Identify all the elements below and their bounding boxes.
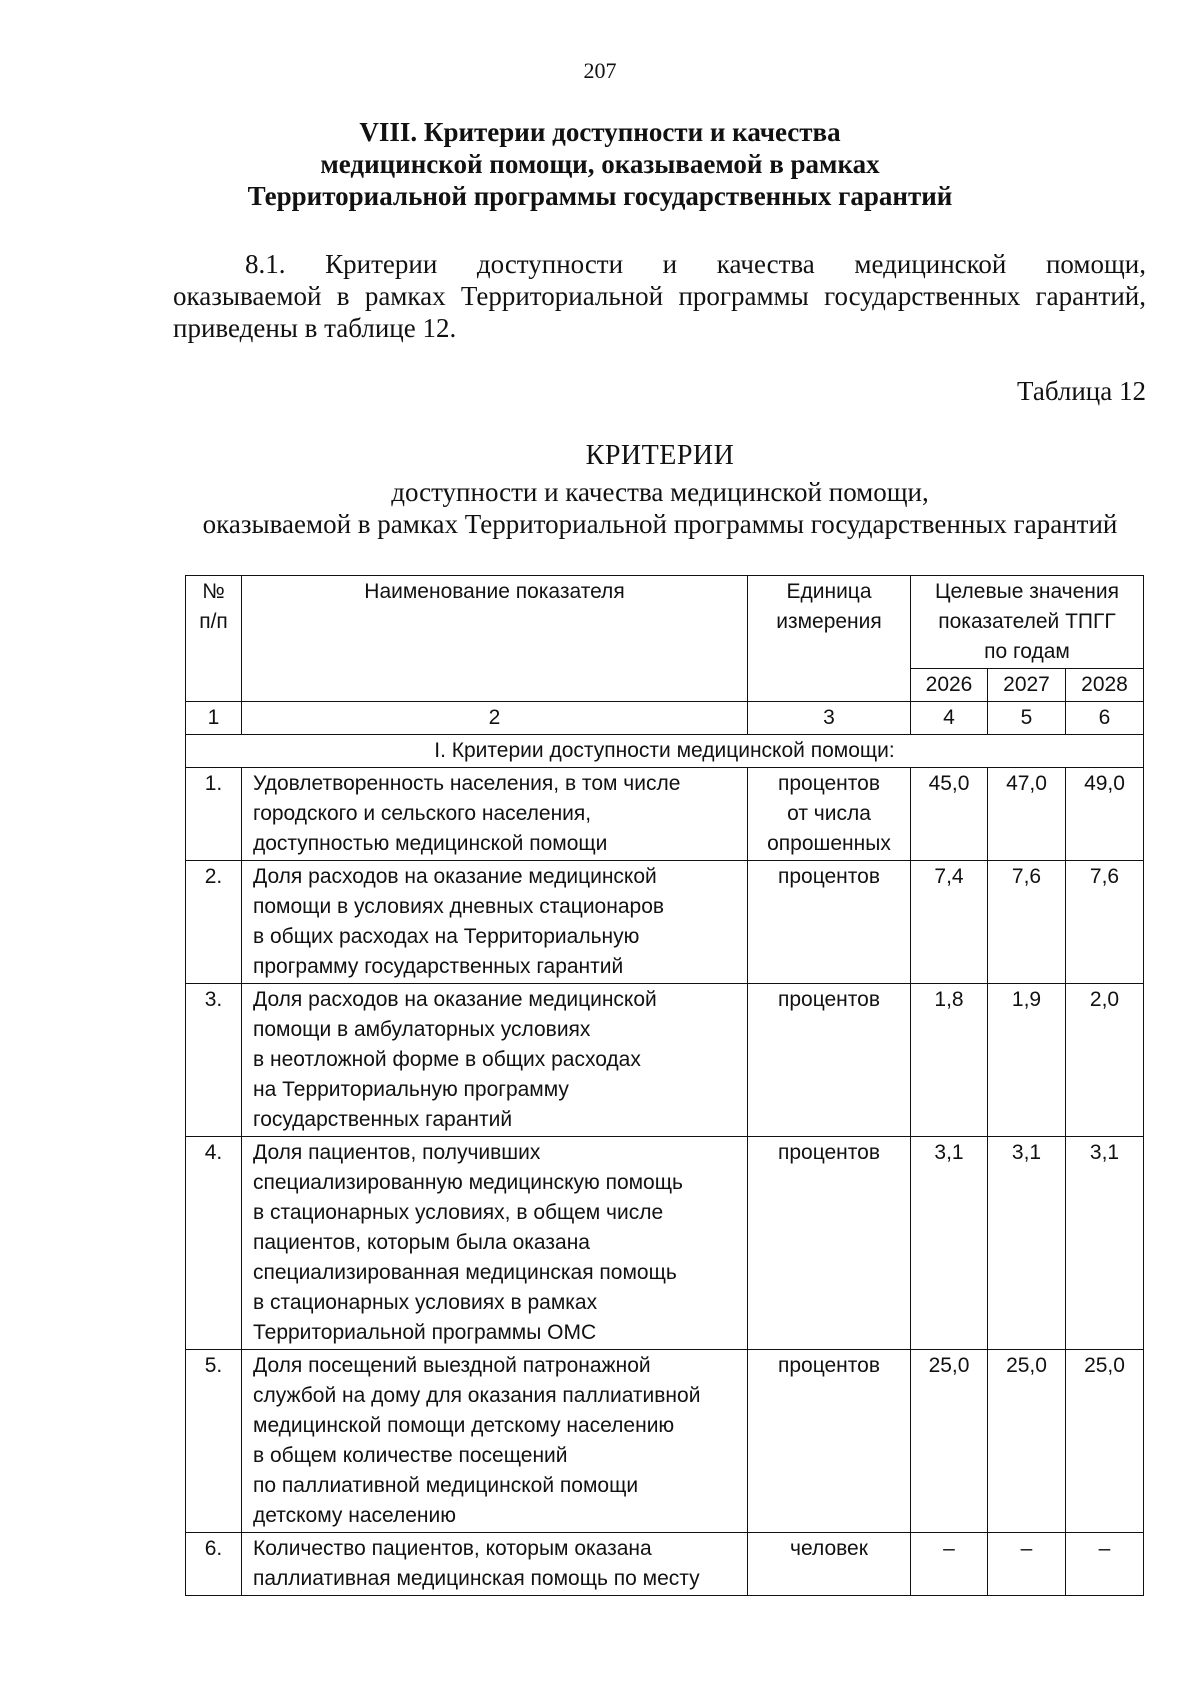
row-value-2026: 25,0: [911, 1350, 988, 1533]
row-name: Количество пациентов, которым оказана паллиативная медицинская помощь по месту: [242, 1533, 748, 1596]
row-value-2028: –: [1066, 1533, 1144, 1596]
header-year-2026: 2026: [911, 669, 988, 702]
row-value-2028: 49,0: [1066, 768, 1144, 861]
criteria-subtitle-line-2: оказываемой в рамках Территориальной программы государственных гарантий: [202, 509, 1118, 539]
row-value-2027: 3,1: [988, 1137, 1066, 1350]
col-number: 5: [988, 702, 1066, 735]
criteria-subtitle: [0, 476, 1200, 540]
row-num: 3.: [186, 984, 242, 1137]
section-title: I. Критерии доступности медицинской помощи:: [186, 735, 1144, 768]
header-unit: Единица измерения: [748, 576, 911, 702]
row-name: Доля расходов на оказание медицинской помощи в амбулаторных условиях в неотложной форме в общих расходах на Территориальную программу государственных гарантий: [242, 984, 748, 1137]
table-row: [186, 1350, 1144, 1533]
row-num: 4.: [186, 1137, 242, 1350]
row-name: Доля расходов на оказание медицинской помощи в условиях дневных стационаров в общих расходах на Территориальную программу государственных гарантий: [242, 861, 748, 984]
intro-paragraph: [173, 248, 1146, 344]
col-number: 3: [748, 702, 911, 735]
criteria-subtitle-line-1: доступности и качества медицинской помощи,: [391, 477, 929, 507]
row-name: Доля посещений выездной патронажной службой на дому для оказания паллиативной медицинской помощи детскому населению в общем количестве посещений по паллиативной медицинской помощи детскому населению: [242, 1350, 748, 1533]
header-year-2027: 2027: [988, 669, 1066, 702]
table-row: [186, 984, 1144, 1137]
row-num: 5.: [186, 1350, 242, 1533]
row-value-2028: 3,1: [1066, 1137, 1144, 1350]
row-unit: процентов: [748, 861, 911, 984]
table-caption: Таблица 12: [1017, 376, 1146, 406]
table-row: [186, 861, 1144, 984]
col-number: 1: [186, 702, 242, 735]
row-value-2026: 7,4: [911, 861, 988, 984]
section-heading-line-2: медицинской помощи, оказываемой в рамках: [320, 149, 880, 179]
row-name: Доля пациентов, получивших специализированную медицинскую помощь в стационарных условиях, в общем числе пациентов, которым была оказана специализированная медицинская помощь в стационарных условиях в рамках Территориальной программы ОМС: [242, 1137, 748, 1350]
section-heading-line-3: Территориальной программы государственных гарантий: [247, 181, 953, 211]
row-value-2026: 3,1: [911, 1137, 988, 1350]
row-value-2028: 2,0: [1066, 984, 1144, 1137]
page-number: 207: [583, 58, 617, 83]
section-heading-line-1: VIII. Критерии доступности и качества: [359, 117, 841, 147]
row-unit: процентов: [748, 1137, 911, 1350]
row-value-2027: 7,6: [988, 861, 1066, 984]
table-row: [186, 1137, 1144, 1350]
row-value-2028: 7,6: [1066, 861, 1144, 984]
intro-line-3: приведены в таблице 12.: [173, 313, 457, 343]
row-num: 2.: [186, 861, 242, 984]
col-number: 2: [242, 702, 748, 735]
table-header-row: [186, 576, 1144, 669]
col-number: 4: [911, 702, 988, 735]
col-number: 6: [1066, 702, 1144, 735]
row-num: 1.: [186, 768, 242, 861]
row-unit: человек: [748, 1533, 911, 1596]
header-year-2028: 2028: [1066, 669, 1144, 702]
header-name: Наименование показателя: [242, 576, 748, 702]
row-value-2027: 25,0: [988, 1350, 1066, 1533]
header-targets: Целевые значения показателей ТПГГ по годам: [911, 576, 1144, 669]
row-name: Удовлетворенность населения, в том числе городского и сельского населения, доступностью медицинской помощи: [242, 768, 748, 861]
column-numbers-row: [186, 702, 1144, 735]
criteria-table: [185, 575, 1144, 1596]
table-row: [186, 768, 1144, 861]
section-heading: [0, 116, 1200, 212]
row-value-2026: 45,0: [911, 768, 988, 861]
criteria-title: КРИТЕРИИ: [585, 440, 735, 471]
row-value-2026: –: [911, 1533, 988, 1596]
section-row: [186, 735, 1144, 768]
row-num: 6.: [186, 1533, 242, 1596]
table-row: [186, 1533, 1144, 1596]
row-unit: процентов от числа опрошенных: [748, 768, 911, 861]
row-value-2028: 25,0: [1066, 1350, 1144, 1533]
header-num: № п/п: [186, 576, 242, 702]
row-value-2027: –: [988, 1533, 1066, 1596]
intro-line-2: оказываемой в рамках Территориальной программы государственных гарантий,: [173, 281, 1146, 311]
row-value-2027: 1,9: [988, 984, 1066, 1137]
row-unit: процентов: [748, 984, 911, 1137]
intro-line-1: 8.1. Критерии доступности и качества медицинской помощи,: [245, 249, 1146, 279]
row-value-2026: 1,8: [911, 984, 988, 1137]
row-value-2027: 47,0: [988, 768, 1066, 861]
row-unit: процентов: [748, 1350, 911, 1533]
